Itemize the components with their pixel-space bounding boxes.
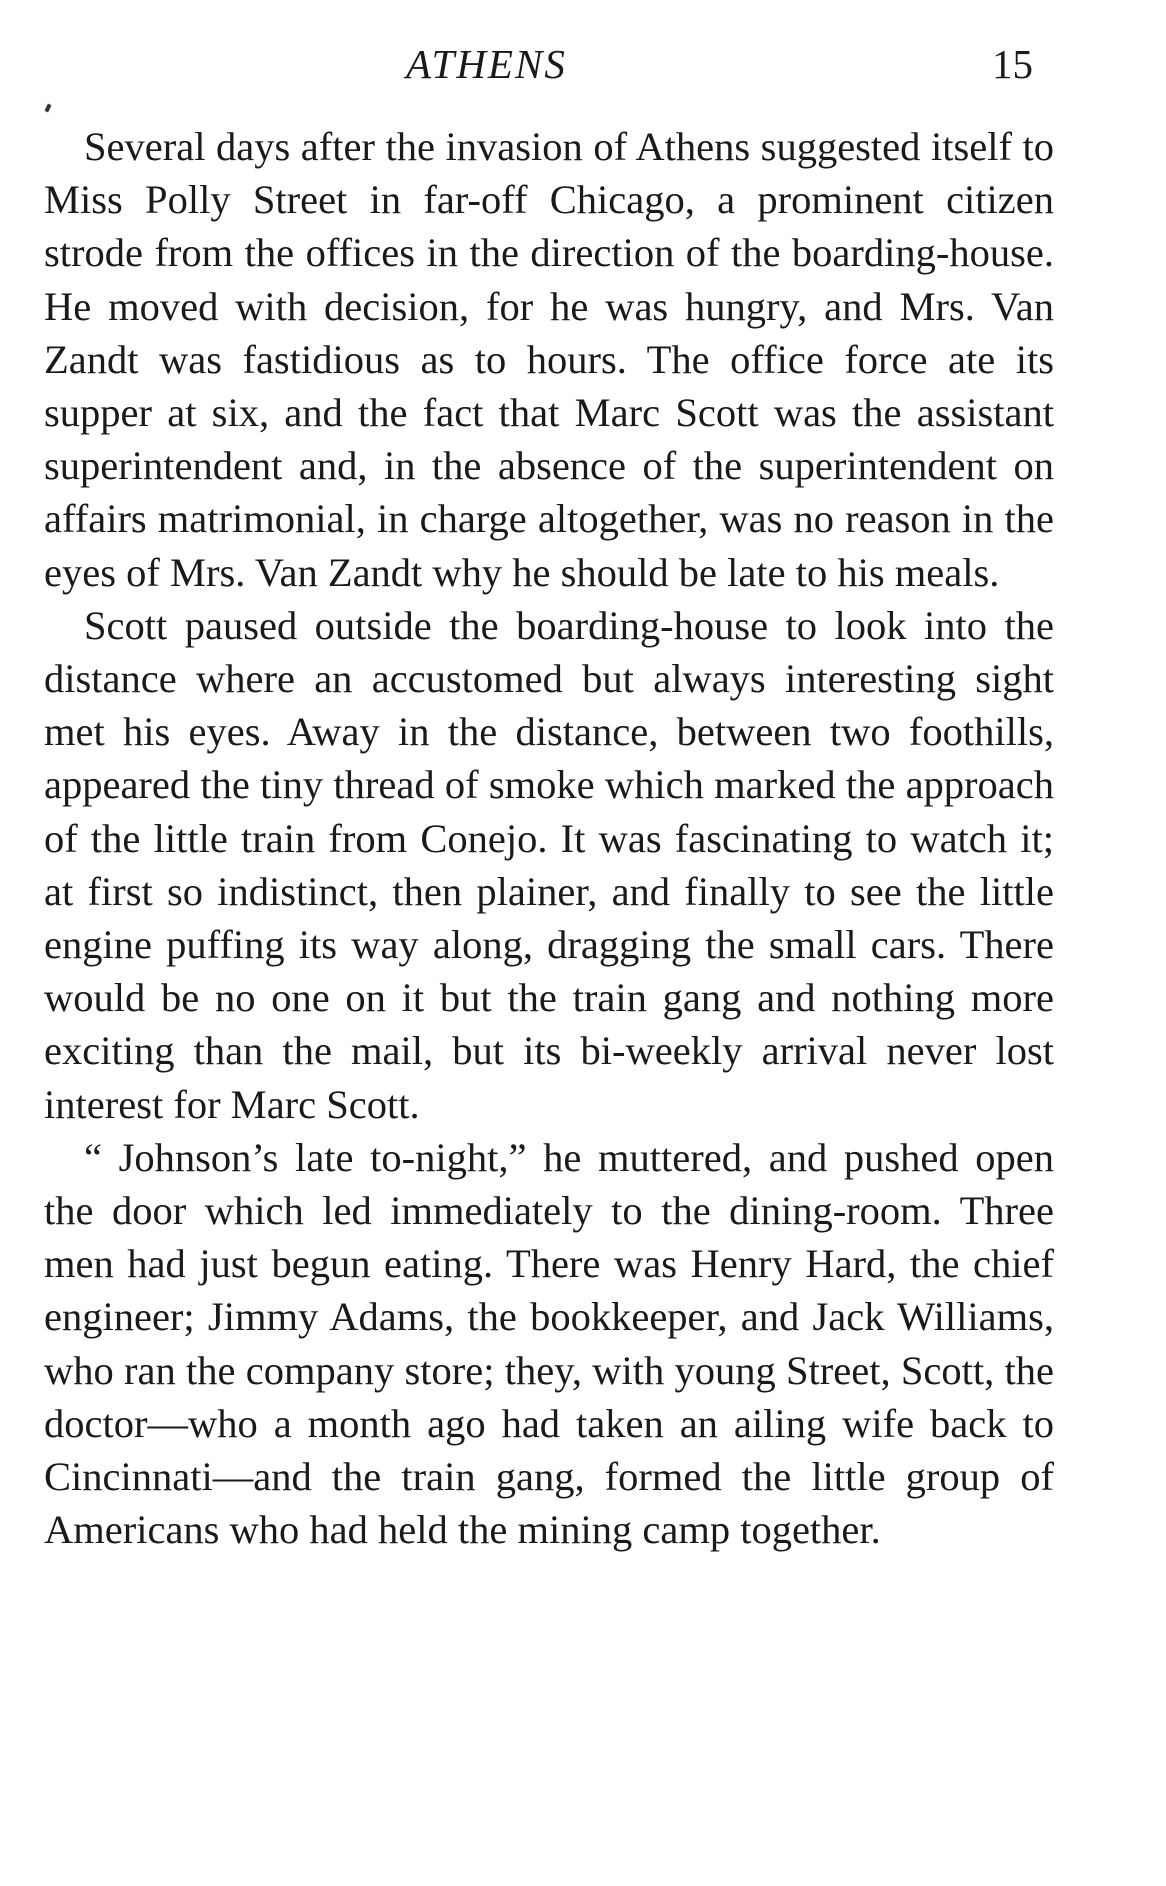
running-title: ATHENS (406, 41, 567, 87)
body-text (44, 120, 1054, 1556)
paragraph-1: Several days after the invasion of Athens suggested itself to Miss Polly Street in far-off Chicago, a prominent citizen strode from the offices in the direction of the boarding-house. He moved with decision, for he was hungry, and Mrs. Van Zandt was fastidious as to hours. The office force ate its supper at six, and the fact that Marc Scott was the assistant superintendent and, in the absence of the superintendent on affairs matrimonial, in charge altogether, was no reason in the eyes of Mrs. Van Zandt why he should be late to his meals. (44, 124, 1054, 595)
paragraph-3: “ Johnson’s late to-night,” he muttered, and pushed open the door which led immediately to the dining-room. Three men had just begun eating. There was Henry Hard, the chief engineer; Jimmy Adams, the bookkeeper, and Jack Williams, who ran the company store; they, with young Street, Scott, the doctor—who a month ago had taken an ailing wife back to Cincinnati—and the train gang, formed the little group of Americans who had held the mining camp together. (44, 1134, 1054, 1553)
page-number: 15 (992, 41, 1033, 87)
running-head (0, 40, 1166, 100)
paragraph-2: Scott paused outside the boarding-house to look into the distance where an accustomed but always interesting sight met his eyes. Away in the distance, between two foothills, appeared the tiny thread of smoke which marked the approach of the little train from Conejo. It was fascinating to watch it; at first so indistinct, then plainer, and finally to see the little engine puffing its way along, dragging the small cars. There would be no one on it but the train gang and nothing more exciting than the mail, but its bi-weekly arrival never lost interest for Marc Scott. (44, 602, 1054, 1127)
print-speck (44, 104, 51, 113)
